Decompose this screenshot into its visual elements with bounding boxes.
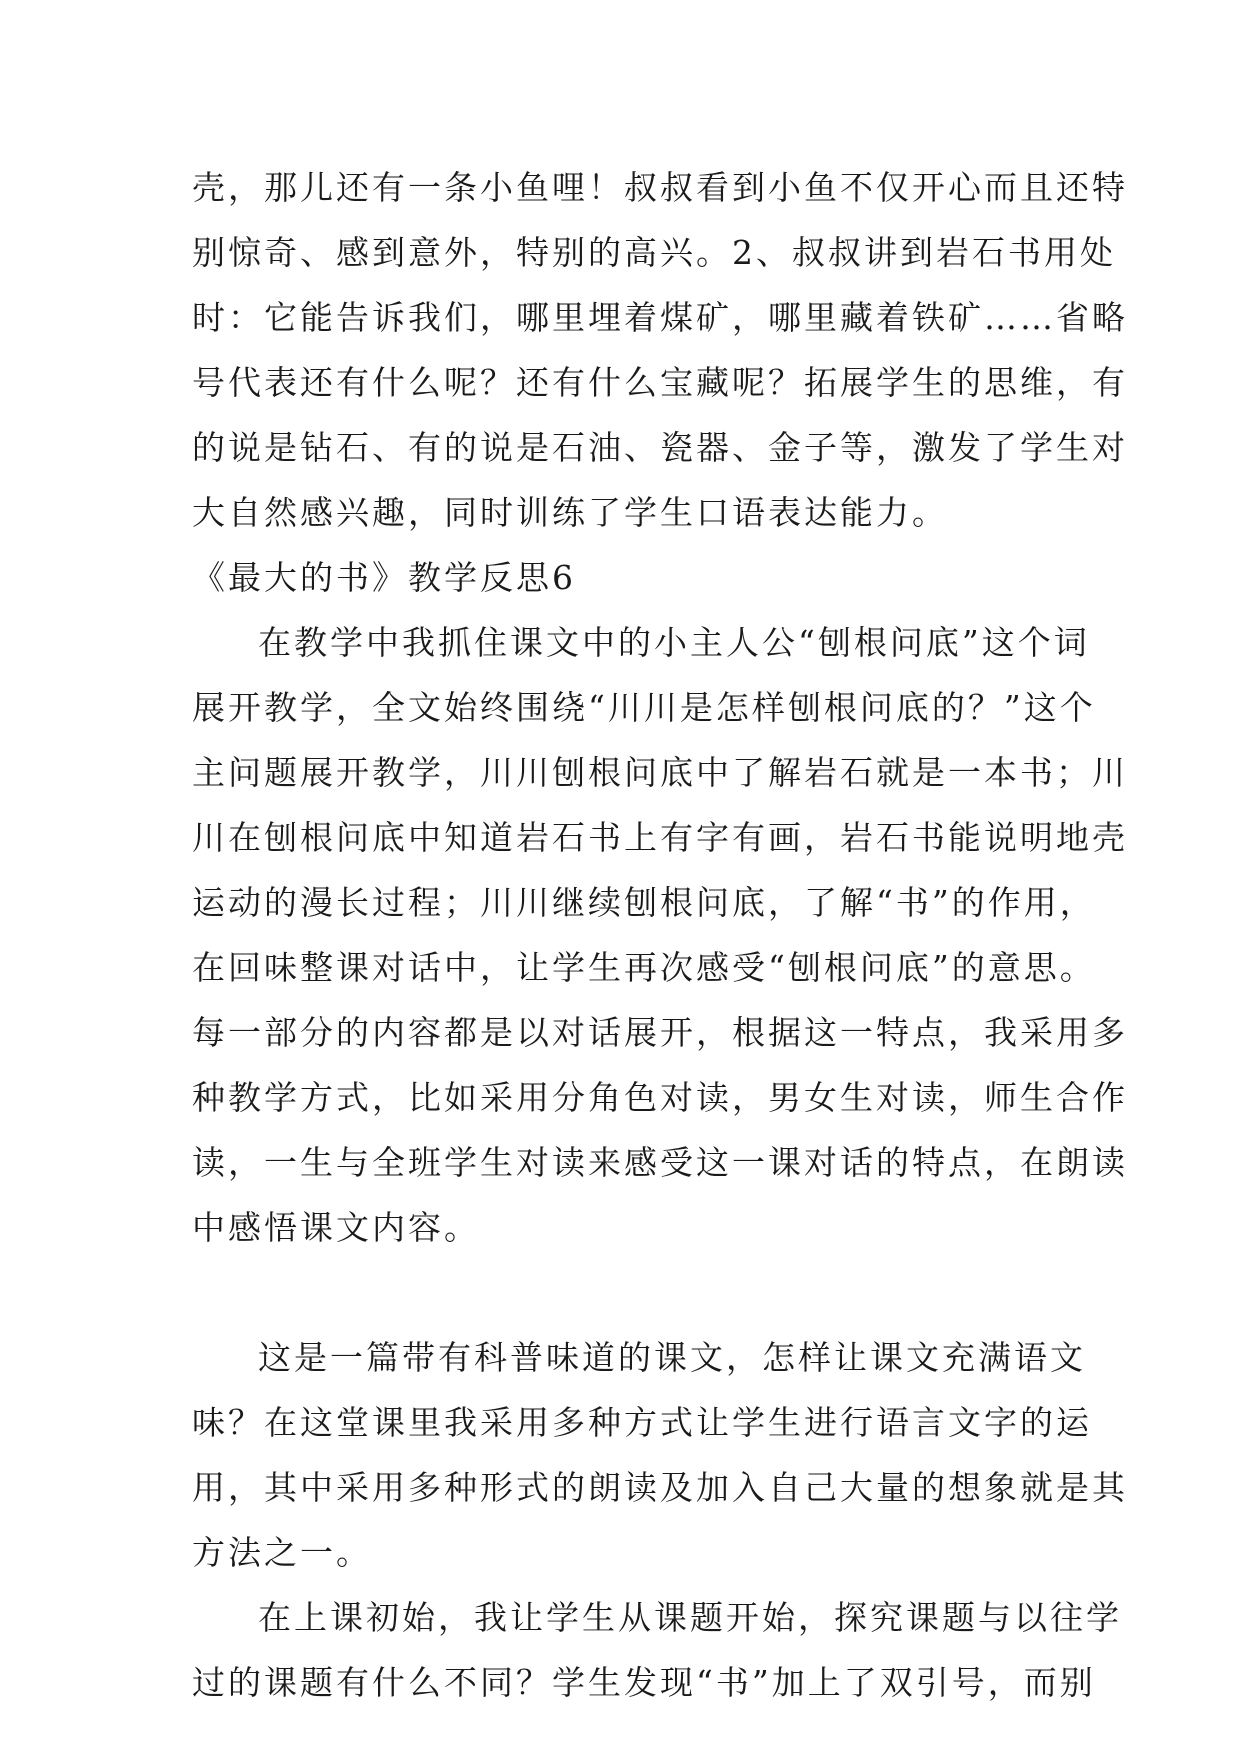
text-line: 味？在这堂课里我采用多种方式让学生进行语言文字的运 <box>192 1403 1092 1442</box>
text-line: 别惊奇、感到意外，特别的高兴。2、叔叔讲到岩石书用处 <box>192 233 1116 272</box>
text-line: 种教学方式，比如采用分角色对读，男女生对读，师生合作 <box>192 1078 1128 1117</box>
section-heading: 《最大的书》教学反思6 <box>192 558 576 597</box>
text-line: 方法之一。 <box>192 1533 372 1572</box>
text-line: 过的课题有什么不同？学生发现“书”加上了双引号，而别 <box>192 1663 1096 1702</box>
text-line: 中感悟课文内容。 <box>192 1208 480 1247</box>
text-line: 运动的漫长过程；川川继续刨根问底，了解“书”的作用， <box>192 883 1096 922</box>
text-line: 读，一生与全班学生对读来感受这一课对话的特点，在朗读 <box>192 1143 1128 1182</box>
text-line: 在上课初始，我让学生从课题开始，探究课题与以往学 <box>258 1598 1122 1637</box>
text-line: 这是一篇带有科普味道的课文，怎样让课文充满语文 <box>258 1338 1086 1377</box>
text-line: 在教学中我抓住课文中的小主人公“刨根问底”这个词 <box>258 623 1090 662</box>
text-line: 壳，那儿还有一条小鱼哩！叔叔看到小鱼不仅开心而且还特 <box>192 168 1128 207</box>
text-line: 每一部分的内容都是以对话展开，根据这一特点，我采用多 <box>192 1013 1128 1052</box>
text-line: 在回味整课对话中，让学生再次感受“刨根问底”的意思。 <box>192 948 1096 987</box>
text-line: 川在刨根问底中知道岩石书上有字有画，岩石书能说明地壳 <box>192 818 1128 857</box>
text-line: 时：它能告诉我们，哪里埋着煤矿，哪里藏着铁矿……省略 <box>192 298 1128 337</box>
text-line: 大自然感兴趣，同时训练了学生口语表达能力。 <box>192 493 948 532</box>
text-line: 展开教学，全文始终围绕“川川是怎样刨根问底的？”这个 <box>192 688 1096 727</box>
text-line: 号代表还有什么呢？还有什么宝藏呢？拓展学生的思维，有 <box>192 363 1128 402</box>
text-line: 的说是钻石、有的说是石油、瓷器、金子等，激发了学生对 <box>192 428 1128 467</box>
text-line: 主问题展开教学，川川刨根问底中了解岩石就是一本书；川 <box>192 753 1128 792</box>
text-line: 用，其中采用多种形式的朗读及加入自己大量的想象就是其 <box>192 1468 1128 1507</box>
